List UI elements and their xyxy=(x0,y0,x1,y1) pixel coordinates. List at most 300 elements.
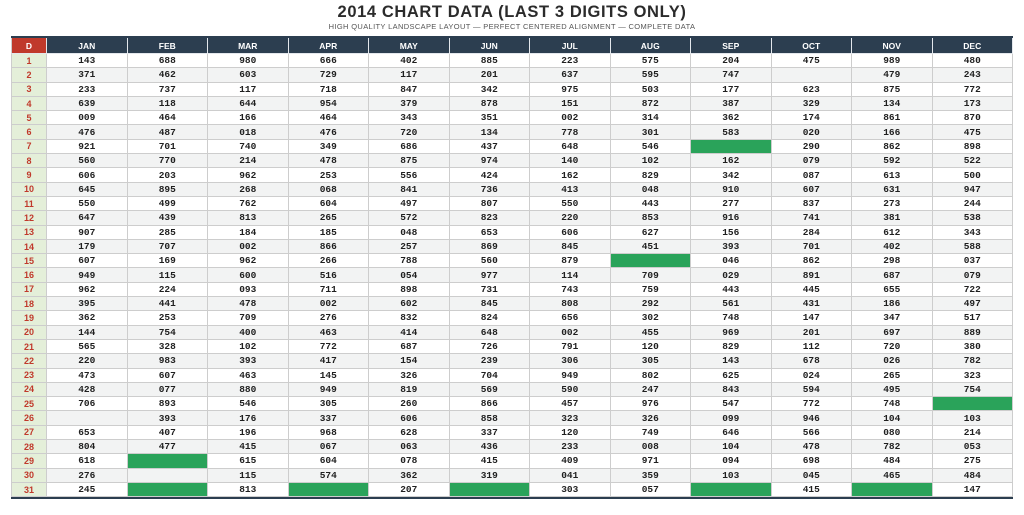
value-cell-jan-29: 618 xyxy=(47,454,128,468)
value-cell-mar-4: 644 xyxy=(208,97,289,111)
value-cell-jan-13: 907 xyxy=(47,226,128,240)
table-row xyxy=(11,383,1013,397)
value-cell-jun-4: 878 xyxy=(450,97,531,111)
value-cell-jul-15: 879 xyxy=(530,254,611,268)
value-cell-aug-6: 301 xyxy=(611,125,692,139)
missing-cell-sep-31 xyxy=(691,483,772,497)
table-row xyxy=(11,83,1013,97)
value-cell-mar-9: 962 xyxy=(208,168,289,182)
table-row xyxy=(11,154,1013,168)
day-cell-17: 17 xyxy=(11,283,47,297)
value-cell-sep-21: 829 xyxy=(691,340,772,354)
value-cell-jun-20: 648 xyxy=(450,326,531,340)
value-cell-jun-22: 239 xyxy=(450,354,531,368)
value-cell-jul-12: 220 xyxy=(530,211,611,225)
value-cell-may-27: 628 xyxy=(369,426,450,440)
value-cell-jun-21: 726 xyxy=(450,340,531,354)
value-cell-feb-12: 439 xyxy=(128,211,209,225)
day-cell-16: 16 xyxy=(11,268,47,282)
value-cell-may-15: 788 xyxy=(369,254,450,268)
value-cell-jan-8: 560 xyxy=(47,154,128,168)
value-cell-jun-11: 807 xyxy=(450,197,531,211)
day-cell-5: 5 xyxy=(11,111,47,125)
value-cell-aug-19: 302 xyxy=(611,311,692,325)
value-cell-sep-17: 443 xyxy=(691,283,772,297)
value-cell-nov-12: 381 xyxy=(852,211,933,225)
value-cell-aug-5: 314 xyxy=(611,111,692,125)
value-cell-may-20: 414 xyxy=(369,326,450,340)
missing-cell-feb-31 xyxy=(128,483,209,497)
value-cell-may-21: 687 xyxy=(369,340,450,354)
value-cell-apr-15: 266 xyxy=(289,254,370,268)
value-cell-feb-13: 285 xyxy=(128,226,209,240)
table-row xyxy=(11,240,1013,254)
value-cell-oct-20: 201 xyxy=(772,326,853,340)
value-cell-jan-12: 647 xyxy=(47,211,128,225)
value-cell-jan-3: 233 xyxy=(47,83,128,97)
value-cell-aug-2: 595 xyxy=(611,68,692,82)
value-cell-dec-16: 079 xyxy=(933,268,1014,282)
value-cell-nov-27: 080 xyxy=(852,426,933,440)
value-cell-apr-18: 002 xyxy=(289,297,370,311)
value-cell-nov-18: 186 xyxy=(852,297,933,311)
value-cell-nov-14: 402 xyxy=(852,240,933,254)
value-cell-oct-14: 701 xyxy=(772,240,853,254)
value-cell-mar-12: 813 xyxy=(208,211,289,225)
day-cell-22: 22 xyxy=(11,354,47,368)
column-header-oct: OCT xyxy=(772,38,853,54)
value-cell-may-23: 326 xyxy=(369,369,450,383)
value-cell-dec-24: 754 xyxy=(933,383,1014,397)
value-cell-mar-23: 463 xyxy=(208,369,289,383)
value-cell-feb-1: 688 xyxy=(128,54,209,68)
value-cell-jul-23: 949 xyxy=(530,369,611,383)
day-cell-8: 8 xyxy=(11,154,47,168)
value-cell-nov-4: 134 xyxy=(852,97,933,111)
value-cell-nov-25: 748 xyxy=(852,397,933,411)
column-header-nov: NOV xyxy=(852,38,933,54)
value-cell-may-25: 260 xyxy=(369,397,450,411)
value-cell-jul-18: 808 xyxy=(530,297,611,311)
value-cell-nov-20: 697 xyxy=(852,326,933,340)
value-cell-apr-30: 574 xyxy=(289,469,370,483)
value-cell-jul-4: 151 xyxy=(530,97,611,111)
value-cell-jan-27: 653 xyxy=(47,426,128,440)
table-row xyxy=(11,68,1013,82)
value-cell-sep-13: 156 xyxy=(691,226,772,240)
value-cell-mar-13: 184 xyxy=(208,226,289,240)
value-cell-sep-11: 277 xyxy=(691,197,772,211)
value-cell-mar-15: 962 xyxy=(208,254,289,268)
value-cell-aug-10: 048 xyxy=(611,183,692,197)
table-row xyxy=(11,326,1013,340)
value-cell-nov-19: 347 xyxy=(852,311,933,325)
value-cell-nov-30: 465 xyxy=(852,469,933,483)
day-cell-18: 18 xyxy=(11,297,47,311)
day-cell-21: 21 xyxy=(11,340,47,354)
value-cell-nov-23: 265 xyxy=(852,369,933,383)
value-cell-mar-27: 196 xyxy=(208,426,289,440)
value-cell-aug-12: 853 xyxy=(611,211,692,225)
value-cell-nov-26: 104 xyxy=(852,411,933,425)
value-cell-may-3: 847 xyxy=(369,83,450,97)
value-cell-dec-18: 497 xyxy=(933,297,1014,311)
table-row xyxy=(11,197,1013,211)
value-cell-dec-14: 588 xyxy=(933,240,1014,254)
value-cell-sep-25: 547 xyxy=(691,397,772,411)
value-cell-nov-17: 655 xyxy=(852,283,933,297)
value-cell-sep-19: 748 xyxy=(691,311,772,325)
missing-cell-oct-2 xyxy=(772,68,853,82)
value-cell-dec-4: 173 xyxy=(933,97,1014,111)
value-cell-jul-22: 306 xyxy=(530,354,611,368)
value-cell-jan-1: 143 xyxy=(47,54,128,68)
value-cell-feb-16: 115 xyxy=(128,268,209,282)
table-row xyxy=(11,97,1013,111)
value-cell-apr-12: 265 xyxy=(289,211,370,225)
column-header-may: MAY xyxy=(369,38,450,54)
value-cell-oct-22: 678 xyxy=(772,354,853,368)
value-cell-may-7: 686 xyxy=(369,140,450,154)
value-cell-apr-23: 145 xyxy=(289,369,370,383)
value-cell-may-11: 497 xyxy=(369,197,450,211)
day-cell-9: 9 xyxy=(11,168,47,182)
value-cell-aug-13: 627 xyxy=(611,226,692,240)
value-cell-dec-15: 037 xyxy=(933,254,1014,268)
value-cell-nov-3: 875 xyxy=(852,83,933,97)
value-cell-may-19: 832 xyxy=(369,311,450,325)
value-cell-oct-24: 594 xyxy=(772,383,853,397)
value-cell-mar-19: 709 xyxy=(208,311,289,325)
value-cell-sep-10: 910 xyxy=(691,183,772,197)
table-row xyxy=(11,111,1013,125)
table-row xyxy=(11,454,1013,468)
value-cell-may-26: 606 xyxy=(369,411,450,425)
value-cell-jan-2: 371 xyxy=(47,68,128,82)
value-cell-sep-22: 143 xyxy=(691,354,772,368)
value-cell-nov-15: 298 xyxy=(852,254,933,268)
value-cell-jan-11: 550 xyxy=(47,197,128,211)
value-cell-nov-29: 484 xyxy=(852,454,933,468)
value-cell-apr-19: 276 xyxy=(289,311,370,325)
value-cell-feb-7: 701 xyxy=(128,140,209,154)
value-cell-nov-16: 687 xyxy=(852,268,933,282)
value-cell-dec-31: 147 xyxy=(933,483,1014,497)
value-cell-apr-26: 337 xyxy=(289,411,370,425)
value-cell-dec-10: 947 xyxy=(933,183,1014,197)
value-cell-feb-26: 393 xyxy=(128,411,209,425)
value-cell-dec-27: 214 xyxy=(933,426,1014,440)
value-cell-may-10: 841 xyxy=(369,183,450,197)
day-cell-2: 2 xyxy=(11,68,47,82)
value-cell-sep-6: 583 xyxy=(691,125,772,139)
value-cell-dec-28: 053 xyxy=(933,440,1014,454)
value-cell-dec-20: 889 xyxy=(933,326,1014,340)
value-cell-aug-14: 451 xyxy=(611,240,692,254)
value-cell-dec-6: 475 xyxy=(933,125,1014,139)
value-cell-nov-5: 861 xyxy=(852,111,933,125)
value-cell-aug-1: 575 xyxy=(611,54,692,68)
value-cell-jun-14: 869 xyxy=(450,240,531,254)
value-cell-jan-21: 565 xyxy=(47,340,128,354)
value-cell-nov-28: 782 xyxy=(852,440,933,454)
value-cell-sep-4: 387 xyxy=(691,97,772,111)
table-row xyxy=(11,297,1013,311)
value-cell-jul-2: 637 xyxy=(530,68,611,82)
table-row xyxy=(11,168,1013,182)
table-row xyxy=(11,283,1013,297)
value-cell-aug-27: 749 xyxy=(611,426,692,440)
day-cell-24: 24 xyxy=(11,383,47,397)
value-cell-jan-18: 395 xyxy=(47,297,128,311)
missing-cell-apr-31 xyxy=(289,483,370,497)
value-cell-mar-29: 615 xyxy=(208,454,289,468)
value-cell-feb-10: 895 xyxy=(128,183,209,197)
value-cell-jun-16: 977 xyxy=(450,268,531,282)
value-cell-may-14: 257 xyxy=(369,240,450,254)
value-cell-oct-3: 623 xyxy=(772,83,853,97)
value-cell-dec-12: 538 xyxy=(933,211,1014,225)
value-cell-apr-5: 464 xyxy=(289,111,370,125)
value-cell-oct-26: 946 xyxy=(772,411,853,425)
value-cell-mar-5: 166 xyxy=(208,111,289,125)
value-cell-oct-28: 478 xyxy=(772,440,853,454)
value-cell-dec-29: 275 xyxy=(933,454,1014,468)
missing-cell-feb-29 xyxy=(128,454,209,468)
value-cell-apr-9: 253 xyxy=(289,168,370,182)
value-cell-oct-8: 079 xyxy=(772,154,853,168)
value-cell-apr-1: 666 xyxy=(289,54,370,68)
value-cell-jul-14: 845 xyxy=(530,240,611,254)
value-cell-aug-22: 305 xyxy=(611,354,692,368)
table-row xyxy=(11,483,1013,497)
value-cell-mar-11: 762 xyxy=(208,197,289,211)
value-cell-may-1: 402 xyxy=(369,54,450,68)
value-cell-dec-11: 244 xyxy=(933,197,1014,211)
value-cell-sep-30: 103 xyxy=(691,469,772,483)
value-cell-mar-25: 546 xyxy=(208,397,289,411)
column-header-dec: DEC xyxy=(933,38,1014,54)
value-cell-jan-31: 245 xyxy=(47,483,128,497)
value-cell-nov-11: 273 xyxy=(852,197,933,211)
value-cell-apr-7: 349 xyxy=(289,140,370,154)
value-cell-sep-23: 625 xyxy=(691,369,772,383)
value-cell-apr-13: 185 xyxy=(289,226,370,240)
value-cell-oct-30: 045 xyxy=(772,469,853,483)
missing-cell-nov-31 xyxy=(852,483,933,497)
value-cell-sep-18: 561 xyxy=(691,297,772,311)
table-row xyxy=(11,226,1013,240)
column-header-jun: JUN xyxy=(450,38,531,54)
value-cell-jun-30: 319 xyxy=(450,469,531,483)
data-table xyxy=(11,36,1013,499)
value-cell-feb-2: 462 xyxy=(128,68,209,82)
value-cell-jul-21: 791 xyxy=(530,340,611,354)
value-cell-jan-25: 706 xyxy=(47,397,128,411)
value-cell-mar-8: 214 xyxy=(208,154,289,168)
value-cell-jul-29: 409 xyxy=(530,454,611,468)
value-cell-dec-2: 243 xyxy=(933,68,1014,82)
value-cell-apr-21: 772 xyxy=(289,340,370,354)
value-cell-sep-12: 916 xyxy=(691,211,772,225)
value-cell-apr-22: 417 xyxy=(289,354,370,368)
value-cell-jun-25: 866 xyxy=(450,397,531,411)
value-cell-apr-8: 478 xyxy=(289,154,370,168)
value-cell-dec-7: 898 xyxy=(933,140,1014,154)
value-cell-jun-19: 824 xyxy=(450,311,531,325)
value-cell-may-6: 720 xyxy=(369,125,450,139)
value-cell-oct-16: 891 xyxy=(772,268,853,282)
value-cell-nov-22: 026 xyxy=(852,354,933,368)
value-cell-oct-21: 112 xyxy=(772,340,853,354)
value-cell-dec-19: 517 xyxy=(933,311,1014,325)
value-cell-aug-16: 709 xyxy=(611,268,692,282)
day-column-header: D xyxy=(11,38,47,54)
table-row xyxy=(11,340,1013,354)
value-cell-apr-10: 068 xyxy=(289,183,370,197)
value-cell-jun-6: 134 xyxy=(450,125,531,139)
column-header-jul: JUL xyxy=(530,38,611,54)
value-cell-feb-3: 737 xyxy=(128,83,209,97)
value-cell-oct-18: 431 xyxy=(772,297,853,311)
value-cell-oct-13: 284 xyxy=(772,226,853,240)
day-cell-3: 3 xyxy=(11,83,47,97)
day-cell-13: 13 xyxy=(11,226,47,240)
day-cell-31: 31 xyxy=(11,483,47,497)
value-cell-oct-12: 741 xyxy=(772,211,853,225)
value-cell-jun-26: 858 xyxy=(450,411,531,425)
value-cell-sep-8: 162 xyxy=(691,154,772,168)
value-cell-feb-6: 487 xyxy=(128,125,209,139)
value-cell-jul-8: 140 xyxy=(530,154,611,168)
value-cell-mar-31: 813 xyxy=(208,483,289,497)
value-cell-mar-3: 117 xyxy=(208,83,289,97)
value-cell-oct-10: 607 xyxy=(772,183,853,197)
value-cell-oct-7: 290 xyxy=(772,140,853,154)
missing-cell-jan-26 xyxy=(47,411,128,425)
value-cell-nov-6: 166 xyxy=(852,125,933,139)
table-row xyxy=(11,369,1013,383)
value-cell-nov-1: 989 xyxy=(852,54,933,68)
day-cell-26: 26 xyxy=(11,411,47,425)
day-cell-15: 15 xyxy=(11,254,47,268)
day-cell-11: 11 xyxy=(11,197,47,211)
value-cell-dec-23: 323 xyxy=(933,369,1014,383)
value-cell-may-28: 063 xyxy=(369,440,450,454)
value-cell-jul-9: 162 xyxy=(530,168,611,182)
value-cell-may-17: 898 xyxy=(369,283,450,297)
column-header-feb: FEB xyxy=(128,38,209,54)
value-cell-dec-3: 772 xyxy=(933,83,1014,97)
value-cell-aug-26: 326 xyxy=(611,411,692,425)
value-cell-oct-23: 024 xyxy=(772,369,853,383)
table-row xyxy=(11,268,1013,282)
value-cell-oct-29: 698 xyxy=(772,454,853,468)
value-cell-oct-25: 772 xyxy=(772,397,853,411)
value-cell-oct-5: 174 xyxy=(772,111,853,125)
value-cell-sep-15: 046 xyxy=(691,254,772,268)
value-cell-feb-18: 441 xyxy=(128,297,209,311)
day-cell-29: 29 xyxy=(11,454,47,468)
value-cell-mar-10: 268 xyxy=(208,183,289,197)
value-cell-jan-28: 804 xyxy=(47,440,128,454)
value-cell-mar-24: 880 xyxy=(208,383,289,397)
value-cell-aug-29: 971 xyxy=(611,454,692,468)
value-cell-apr-27: 968 xyxy=(289,426,370,440)
value-cell-sep-5: 362 xyxy=(691,111,772,125)
value-cell-aug-18: 292 xyxy=(611,297,692,311)
day-cell-14: 14 xyxy=(11,240,47,254)
value-cell-jul-10: 413 xyxy=(530,183,611,197)
value-cell-aug-8: 102 xyxy=(611,154,692,168)
value-cell-jun-9: 424 xyxy=(450,168,531,182)
value-cell-jun-12: 823 xyxy=(450,211,531,225)
value-cell-apr-20: 463 xyxy=(289,326,370,340)
table-row xyxy=(11,311,1013,325)
value-cell-jul-16: 114 xyxy=(530,268,611,282)
value-cell-oct-31: 415 xyxy=(772,483,853,497)
value-cell-jun-27: 337 xyxy=(450,426,531,440)
value-cell-oct-6: 020 xyxy=(772,125,853,139)
value-cell-jan-16: 949 xyxy=(47,268,128,282)
value-cell-sep-3: 177 xyxy=(691,83,772,97)
table-row xyxy=(11,254,1013,268)
day-cell-1: 1 xyxy=(11,54,47,68)
value-cell-sep-28: 104 xyxy=(691,440,772,454)
value-cell-feb-23: 607 xyxy=(128,369,209,383)
header-row xyxy=(11,38,1013,54)
value-cell-may-8: 875 xyxy=(369,154,450,168)
value-cell-jul-7: 648 xyxy=(530,140,611,154)
value-cell-sep-26: 099 xyxy=(691,411,772,425)
value-cell-oct-1: 475 xyxy=(772,54,853,68)
value-cell-sep-9: 342 xyxy=(691,168,772,182)
value-cell-apr-6: 476 xyxy=(289,125,370,139)
value-cell-jan-23: 473 xyxy=(47,369,128,383)
value-cell-feb-17: 224 xyxy=(128,283,209,297)
chart-title: 2014 CHART DATA (LAST 3 DIGITS ONLY) xyxy=(337,3,687,21)
column-header-sep: SEP xyxy=(691,38,772,54)
value-cell-aug-17: 759 xyxy=(611,283,692,297)
value-cell-oct-11: 837 xyxy=(772,197,853,211)
value-cell-feb-4: 118 xyxy=(128,97,209,111)
value-cell-jul-1: 223 xyxy=(530,54,611,68)
missing-cell-feb-30 xyxy=(128,469,209,483)
value-cell-jun-24: 569 xyxy=(450,383,531,397)
value-cell-mar-14: 002 xyxy=(208,240,289,254)
value-cell-dec-13: 343 xyxy=(933,226,1014,240)
value-cell-apr-2: 729 xyxy=(289,68,370,82)
value-cell-jul-28: 233 xyxy=(530,440,611,454)
day-cell-19: 19 xyxy=(11,311,47,325)
value-cell-nov-8: 592 xyxy=(852,154,933,168)
value-cell-apr-3: 718 xyxy=(289,83,370,97)
missing-cell-sep-7 xyxy=(691,140,772,154)
value-cell-mar-2: 603 xyxy=(208,68,289,82)
day-cell-27: 27 xyxy=(11,426,47,440)
value-cell-jul-11: 550 xyxy=(530,197,611,211)
value-cell-sep-2: 747 xyxy=(691,68,772,82)
value-cell-sep-16: 029 xyxy=(691,268,772,282)
value-cell-sep-27: 646 xyxy=(691,426,772,440)
value-cell-feb-14: 707 xyxy=(128,240,209,254)
value-cell-mar-1: 980 xyxy=(208,54,289,68)
value-cell-jan-24: 428 xyxy=(47,383,128,397)
value-cell-jun-2: 201 xyxy=(450,68,531,82)
value-cell-nov-13: 612 xyxy=(852,226,933,240)
value-cell-jan-20: 144 xyxy=(47,326,128,340)
value-cell-may-5: 343 xyxy=(369,111,450,125)
